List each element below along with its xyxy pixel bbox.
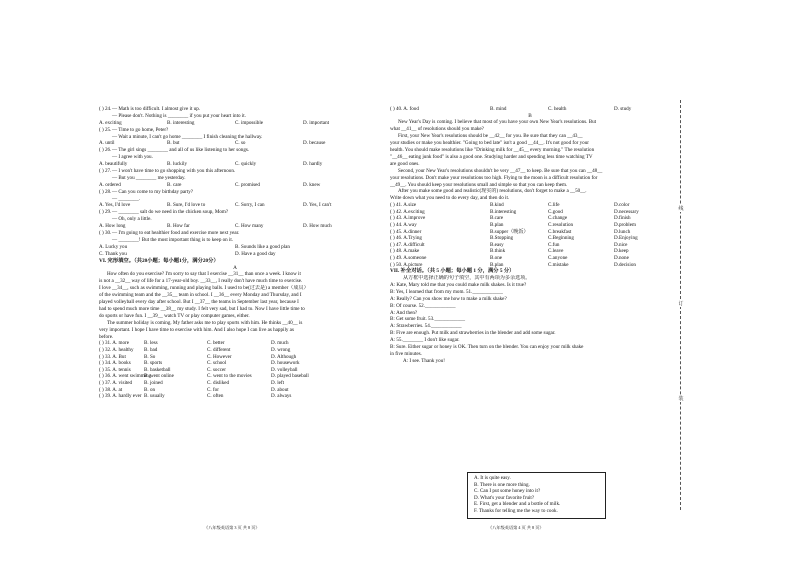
option: D. Have a good day <box>235 250 276 257</box>
passage-a <box>99 271 371 340</box>
passage-line: Second, your New Year's resolutions shouldn't be very __47__ to keep. Be sure that you can __48__ <box>398 167 603 174</box>
dialogue-line: B: Of course. 52.____________ <box>390 302 456 309</box>
passage-line: played volleyball every day after school. But I __37__ the teams in September last year, because I <box>99 299 299 306</box>
binding-char: 线 <box>676 205 686 212</box>
cloze-row: ( ) 39. A. hardly ever B. usually C. often D. always <box>99 393 292 400</box>
passage-line: After you make some good and realistic(现实的) resolutions, don't forget to make a __50__. <box>398 188 587 195</box>
passage-line: of the swimming team and the __35__ team in school. I __36__ every Monday and Thursday, and I <box>99 292 302 299</box>
left-column <box>99 106 371 400</box>
option: D. important <box>303 119 330 126</box>
question-24 <box>99 106 371 113</box>
option: A. exciting <box>99 119 122 126</box>
option: D. How much <box>303 223 332 230</box>
dialogue-line: A: Strawberries. 54.____________ <box>390 323 462 330</box>
cloze-row: ( ) 32. A. healthy B. bad C. different D. wrong <box>99 346 291 353</box>
question-stem: — Math is too difficult. I almost give it up. <box>112 106 201 112</box>
option: B. How far <box>167 223 190 230</box>
option: A. beautifully <box>99 161 128 168</box>
binding-char: 装 <box>676 395 686 402</box>
cloze-row: ( ) 35. A. tennis B. basketball C. soccer D. volleyball <box>99 366 298 373</box>
cloze-row: ( ) 38. A. at B. on C. for D. about <box>99 386 289 393</box>
question-stem: — Time to go home, Peter? <box>112 126 169 133</box>
box-option: E. First, get a blender and a bottle of milk. <box>474 501 561 508</box>
question-stem: — ________ salt do we need in the chicken soup, Mom? <box>112 209 229 216</box>
question-30 <box>99 230 371 237</box>
dialogue-line: B: Yes, I learned that from my mom. 51.____________ <box>390 288 503 295</box>
option: A. How long <box>99 223 126 230</box>
option: A. Lucky you <box>99 243 128 250</box>
question-number: ( ) 24. <box>99 106 112 112</box>
passage-line: your resolutions. Don't make your resolutions too high. Flying to the moon is a difficult resolution for <box>390 174 598 181</box>
passage-line: are good ones. <box>390 160 420 167</box>
question-29 <box>99 209 371 216</box>
option: C. How many <box>235 223 264 230</box>
question-number: ( ) 27. <box>99 168 112 175</box>
option: B. luckily <box>167 161 188 168</box>
dialogue-line: A: I see. Thank you! <box>403 357 445 364</box>
question-number: ( ) 28. <box>99 188 112 195</box>
passage-line: what __41__ of resolutions should you make? <box>390 126 484 133</box>
passage-label: B <box>528 112 532 119</box>
option: A. ordered <box>99 181 121 188</box>
cloze-row: ( ) 47. A.difficult B.easy C.fun D.nice <box>390 241 628 248</box>
binding-char: 订 <box>676 300 686 307</box>
question-number: ( ) 25. <box>99 126 112 133</box>
options <box>99 223 371 230</box>
dialogue-line: B: Get some fruit. 53.____________ <box>390 316 465 323</box>
question-response: — Please don't. Nothing is ________ if you put your heart into it. <box>112 112 246 119</box>
page-footer-right: 《八年级英语第 4 页 共 8 页》 <box>488 525 544 530</box>
cloze-row: ( ) 46. A.Trying B.Stopping C.Beginning D.Enjoying <box>390 235 638 242</box>
options <box>99 182 371 189</box>
passage-label: A <box>233 264 237 271</box>
passage-line: before. <box>99 333 114 340</box>
passage-line: __49__. You should keep your resolutions small and simple so that you can keep them. <box>390 181 568 188</box>
cloze-row: ( ) 34. A. books B. sports C. school D. housework <box>99 360 300 367</box>
cloze-row: ( ) 42. A.exciting B.interesting C.good D.necessary <box>390 208 639 215</box>
cloze-row: ( ) 43. A.improve B.care C.change D.finish <box>390 215 631 222</box>
passage-line: How often do you exercise? I'm sorry to say that I exercise __31__ than once a week. I know it <box>107 271 301 278</box>
passage-b <box>390 119 670 202</box>
dialogue <box>390 282 670 365</box>
question-number: ( ) 26. <box>99 147 112 154</box>
question-stem: — I won't have time to go shopping with you this afternoon. <box>112 168 236 175</box>
right-column <box>390 106 670 365</box>
question-26 <box>99 147 371 154</box>
question-response: — Oh, only a little. <box>112 216 152 223</box>
cloze-options-a <box>99 340 371 399</box>
dialogue-line: in five minutes. <box>390 350 422 357</box>
question-response: — But you ________ me yesterday. <box>112 174 186 181</box>
cloze-row: ( ) 36. A. went swimming B. went online C. went to the movies D. played baseball <box>99 373 309 380</box>
option: C. quickly <box>235 161 257 168</box>
dialogue-line: A: Kate, Mary told me that you could make milk shakes. Is it true? <box>390 282 527 288</box>
dialogue-line: A: And then? <box>390 309 418 316</box>
passage-line: had to spend much more time __38__ my study. I felt very sad, but I had to. Now I have little time to <box>99 305 305 312</box>
option: D. because <box>303 140 326 147</box>
passage-line: First, your New Year's resolutions should be __42__ for you. Be sure that they can __43__ <box>398 133 583 140</box>
option: C. Thank you <box>99 250 127 257</box>
option: B. care <box>167 181 182 188</box>
box-option: C. Can I put some honey into it? <box>474 488 541 495</box>
passage-line: very important. I hope I have time to exercise with him. And I also hope I can live as happily as <box>99 326 294 333</box>
option: B. interesting <box>167 119 195 126</box>
instruction: 从方框中选择正确的句子填空，其中有两项为多余选项。 <box>403 275 531 282</box>
option: B. Sure, I'd love to <box>167 202 206 209</box>
question-25 <box>99 127 371 134</box>
question-number: ( ) 29. <box>99 209 112 216</box>
question-stem: — I'm going to eat healthier food and exercise more next year. <box>112 230 240 237</box>
cloze-row: ( ) 49. A.someone B.one C.anyone D.none <box>390 254 629 261</box>
options <box>99 120 371 127</box>
passage-line: your studies or make you healthier. "Going to bed late" isn't a good __44__. It's not good for your <box>390 140 589 147</box>
cloze-row: ( ) 40. A. food B. mind C. health D. study <box>390 106 632 112</box>
dialogue-line: A: Really? Can you show me how to make a milk shake? <box>390 295 507 302</box>
cloze-row: ( ) 48. A.make B.think C.leave D.keep <box>390 248 629 255</box>
options <box>99 161 371 168</box>
box-option: A. It is quite easy. <box>474 475 511 481</box>
passage-line: do sports or have fun. I __39__ watch TV or play computer games, either. <box>99 312 250 319</box>
question-stem: — Can you come to my birthday party? <box>112 188 194 195</box>
option: C. Sorry, I can <box>235 202 265 209</box>
dialogue-line: B: Sure. Either sugar or honey is OK. Then turn on the blender. You can enjoy your milk shake <box>390 344 584 351</box>
options <box>99 251 371 258</box>
question-27 <box>99 168 371 175</box>
passage-line: health. You should make resolutions like "Drinking milk for __45__ every morning." The resolution <box>390 147 595 154</box>
question-number: ( ) 30. <box>99 230 112 237</box>
passage-line: "__46__ eating junk food" is also a good one. Studying harder and spending less time watching TV <box>390 153 593 160</box>
cloze-row: ( ) 37. A. visited B. joined C. disliked D. left <box>99 379 285 386</box>
dialogue-line: A: 55.________ I don't like sugar. <box>390 337 460 344</box>
option: D. Yes, I can't <box>303 202 332 209</box>
passage-line: The summer holiday is coming. My father asks me to play sports with him. He thinks __40__ is <box>107 319 303 326</box>
options <box>99 244 371 251</box>
box-option: B. There is one more thing. <box>474 481 530 488</box>
passage-line: is not a __32__ way of life for a 17-year-old boy. __33__, I really don't have much time to exercise. <box>99 278 303 285</box>
cloze-row: ( ) 44. A.way B.plan C.resolution D.problem <box>390 221 636 228</box>
cloze-options-b <box>390 202 670 268</box>
passage-line: New Year's Day is coming. I believe that most of you have your own New Year's resolutions. But <box>398 119 597 126</box>
option: C. impossible <box>235 119 264 126</box>
passage-line: Write down what you need to do every day, and then do it. <box>390 195 510 202</box>
page-footer-left: 《八年级英语第 3 页 共 8 页》 <box>204 525 260 530</box>
option: B. but <box>167 140 180 147</box>
question-response: — I agree with you. <box>112 154 153 161</box>
option: D. hardly <box>303 161 323 168</box>
section-heading: VI. 完形填空。（共20小题；每小题1分，满分20分） <box>99 257 219 264</box>
option: A. Yes, I'd love <box>99 202 131 209</box>
dialogue-line: B: Five are enough. Put milk and strawberries in the blender and add some sugar. <box>390 330 556 337</box>
question-response: — ________! But the most important thing is to keep on it. <box>112 236 234 243</box>
section-heading: VII. 补全对话。（共 5 小题；每小题 1 分，满分 5 分） <box>390 268 515 275</box>
cloze-row: ( ) 31. A. more B. less C. better D. much <box>99 340 289 347</box>
options <box>99 202 371 209</box>
option: B. Sounds like a good plan <box>235 243 290 250</box>
box-option: F. Thanks for telling me the way to cook. <box>474 507 558 514</box>
option: C. promised <box>235 181 260 188</box>
passage-line: I love __34__, such as swimming, running and playing balls. I used to be(过去是) a member（成员） <box>99 285 309 292</box>
option: A. until <box>99 140 115 147</box>
options-box <box>467 472 606 519</box>
option: C. so <box>235 140 246 147</box>
cloze-row: ( ) 41. A.size B.kind C.life D.color <box>390 202 630 209</box>
box-option: D. What's your favorite fruit? <box>474 494 535 501</box>
option: D. knew <box>303 181 321 188</box>
question-response: — Wait a minute, I can't go home ________ I finish cleaning the hallway. <box>112 133 263 140</box>
cloze-row: ( ) 50. A.picture B.plan C.mistake D.decision <box>390 261 636 268</box>
question-28 <box>99 189 371 196</box>
question-stem: — The girl sings ________ and all of us like listening to her songs. <box>112 147 250 154</box>
cloze-row: ( ) 45. A.dinner B.supper（晚饭） C.breakfast D.lunch <box>390 228 631 235</box>
cloze-row: ( ) 33. A. But B. So C. However D. Although <box>99 353 297 360</box>
question-response: — ________. <box>112 195 141 202</box>
